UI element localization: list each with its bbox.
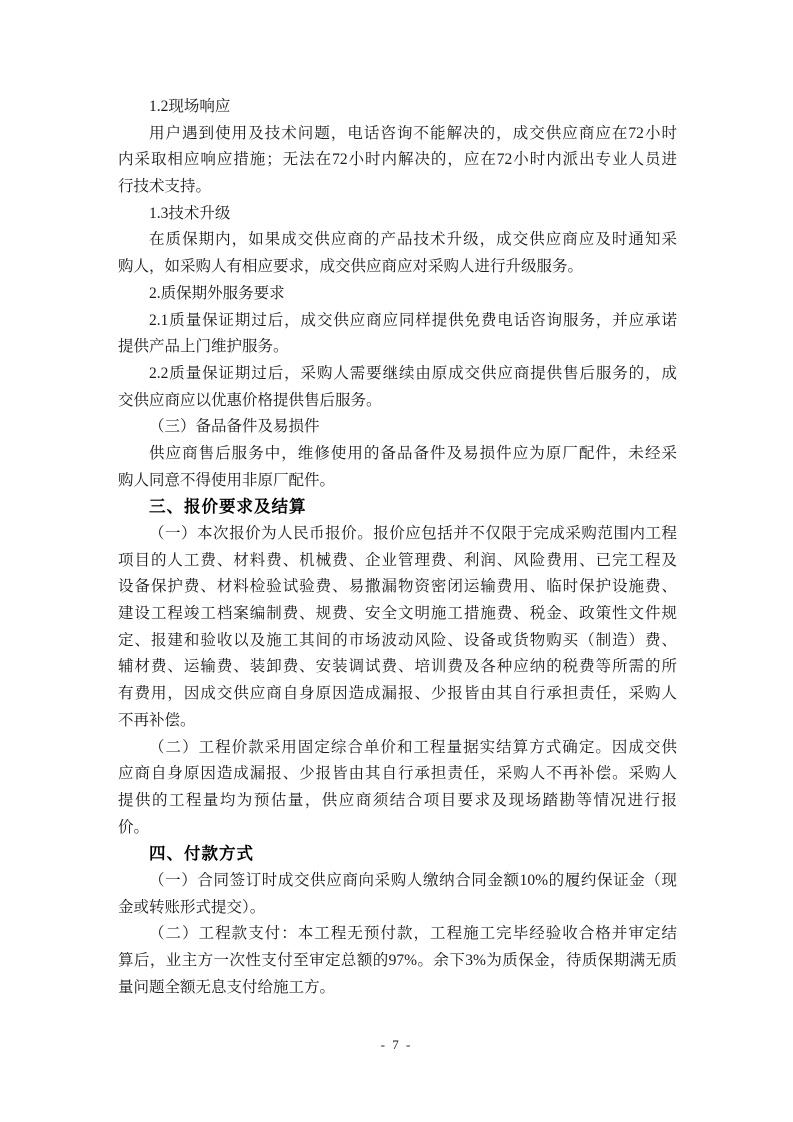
text-line: 提供产品上门维护服务。 — [118, 338, 289, 356]
paragraph — [118, 308, 677, 361]
paragraph — [118, 414, 677, 441]
text-line: 设备保护费、材料检验试验费、易撒漏物资密闭运输费用、临时保护设施费、 — [118, 578, 677, 596]
document-body — [118, 94, 677, 1001]
text-line: 金或转账形式提交）。 — [118, 898, 266, 916]
paragraph — [118, 227, 677, 280]
paragraph — [118, 921, 677, 1001]
text-line: （二）工程价款采用固定综合单价和工程量据实结算方式确定。因成交供 — [149, 738, 677, 756]
text-line: 建设工程竣工档案编制费、规费、安全文明施工措施费、税金、政策性文件规 — [118, 605, 677, 623]
text-line: 在质保期内，如果成交供应商的产品技术升级，成交供应商应及时通知采 — [149, 231, 677, 249]
text-line: （一）本次报价为人民币报价。报价应包括并不仅限于完成采购范围内工程 — [149, 525, 677, 542]
text-line: 定、报建和验收以及施工其间的市场波动风险、设备或货物购买（制造）费、 — [118, 631, 677, 649]
paragraph — [118, 521, 677, 735]
paragraph — [118, 121, 677, 201]
text-line: 量问题全额无息支付给施工方。 — [118, 978, 336, 996]
paragraph — [118, 201, 677, 228]
text-line: 应商自身原因造成漏报、少报皆由其自行承担责任，采购人不再补偿。采购人 — [118, 765, 677, 783]
text-line: 有费用，因成交供应商自身原因造成漏报、少报皆由其自行承担责任，采购人 — [118, 685, 677, 703]
text-line: （一）合同签订时成交供应商向采购人缴纳合同金额10%的履约保证金（现 — [149, 871, 677, 889]
paragraph — [118, 281, 677, 308]
page-number: - 7 - — [380, 1037, 413, 1052]
text-line: 行技术支持。 — [118, 178, 212, 196]
text-line: 算后，业主方一次性支付至审定总额的97%。余下3%为质保金，待质保期满无质 — [118, 952, 677, 969]
text-line: 不再补偿。 — [118, 711, 196, 729]
paragraph — [118, 441, 677, 494]
text-line: 2.1质量保证期过后，成交供应商应同样提供免费电话咨询服务，并应承诺 — [149, 311, 677, 329]
text-line: 项目的人工费、材料费、机械费、企业管理费、利润、风险费用、已完工程及 — [118, 551, 677, 569]
text-line: 1.3技术升级 — [149, 204, 231, 222]
text-line: 购人同意不得使用非原厂配件。 — [118, 471, 336, 489]
paragraph — [118, 361, 677, 414]
text-line: 2.2质量保证期过后，采购人需要继续由原成交供应商提供售后服务的，成 — [149, 364, 677, 382]
text-line: 2.质保期外服务要求 — [149, 284, 285, 302]
text-line: 四、付款方式 — [149, 845, 254, 864]
text-line: （二）工程款支付：本工程无预付款，工程施工完毕经验收合格并审定结 — [149, 925, 677, 943]
text-line: 提供的工程量均为预估量，供应商须结合项目要求及现场踏勘等情况进行报 — [118, 791, 677, 809]
text-line: 内采取相应响应措施；无法在72小时内解决的，应在72小时内派出专业人员进 — [118, 151, 677, 169]
text-line: 供应商售后服务中，维修使用的备品备件及易损件应为原厂配件，未经采 — [149, 444, 677, 462]
page-footer — [0, 1036, 793, 1054]
text-line: 价。 — [118, 818, 150, 836]
paragraph — [118, 735, 677, 842]
text-line: 交供应商应以优惠价格提供售后服务。 — [118, 391, 382, 409]
text-line: 用户遇到使用及技术问题，电话咨询不能解决的，成交供应商应在72小时 — [149, 124, 677, 142]
text-line: 购人，如采购人有相应要求，成交供应商应对采购人进行升级服务。 — [118, 258, 584, 276]
text-line: 三、报价要求及结算 — [149, 498, 307, 517]
section-heading — [118, 494, 677, 521]
text-line: 1.2现场响应 — [149, 98, 231, 115]
section-heading — [118, 841, 677, 868]
paragraph — [118, 868, 677, 921]
text-line: 辅材费、运输费、装卸费、安装调试费、培训费及各种应纳的税费等所需的所 — [118, 658, 677, 676]
paragraph — [118, 94, 677, 121]
text-line: （三）备品备件及易损件 — [149, 418, 320, 436]
